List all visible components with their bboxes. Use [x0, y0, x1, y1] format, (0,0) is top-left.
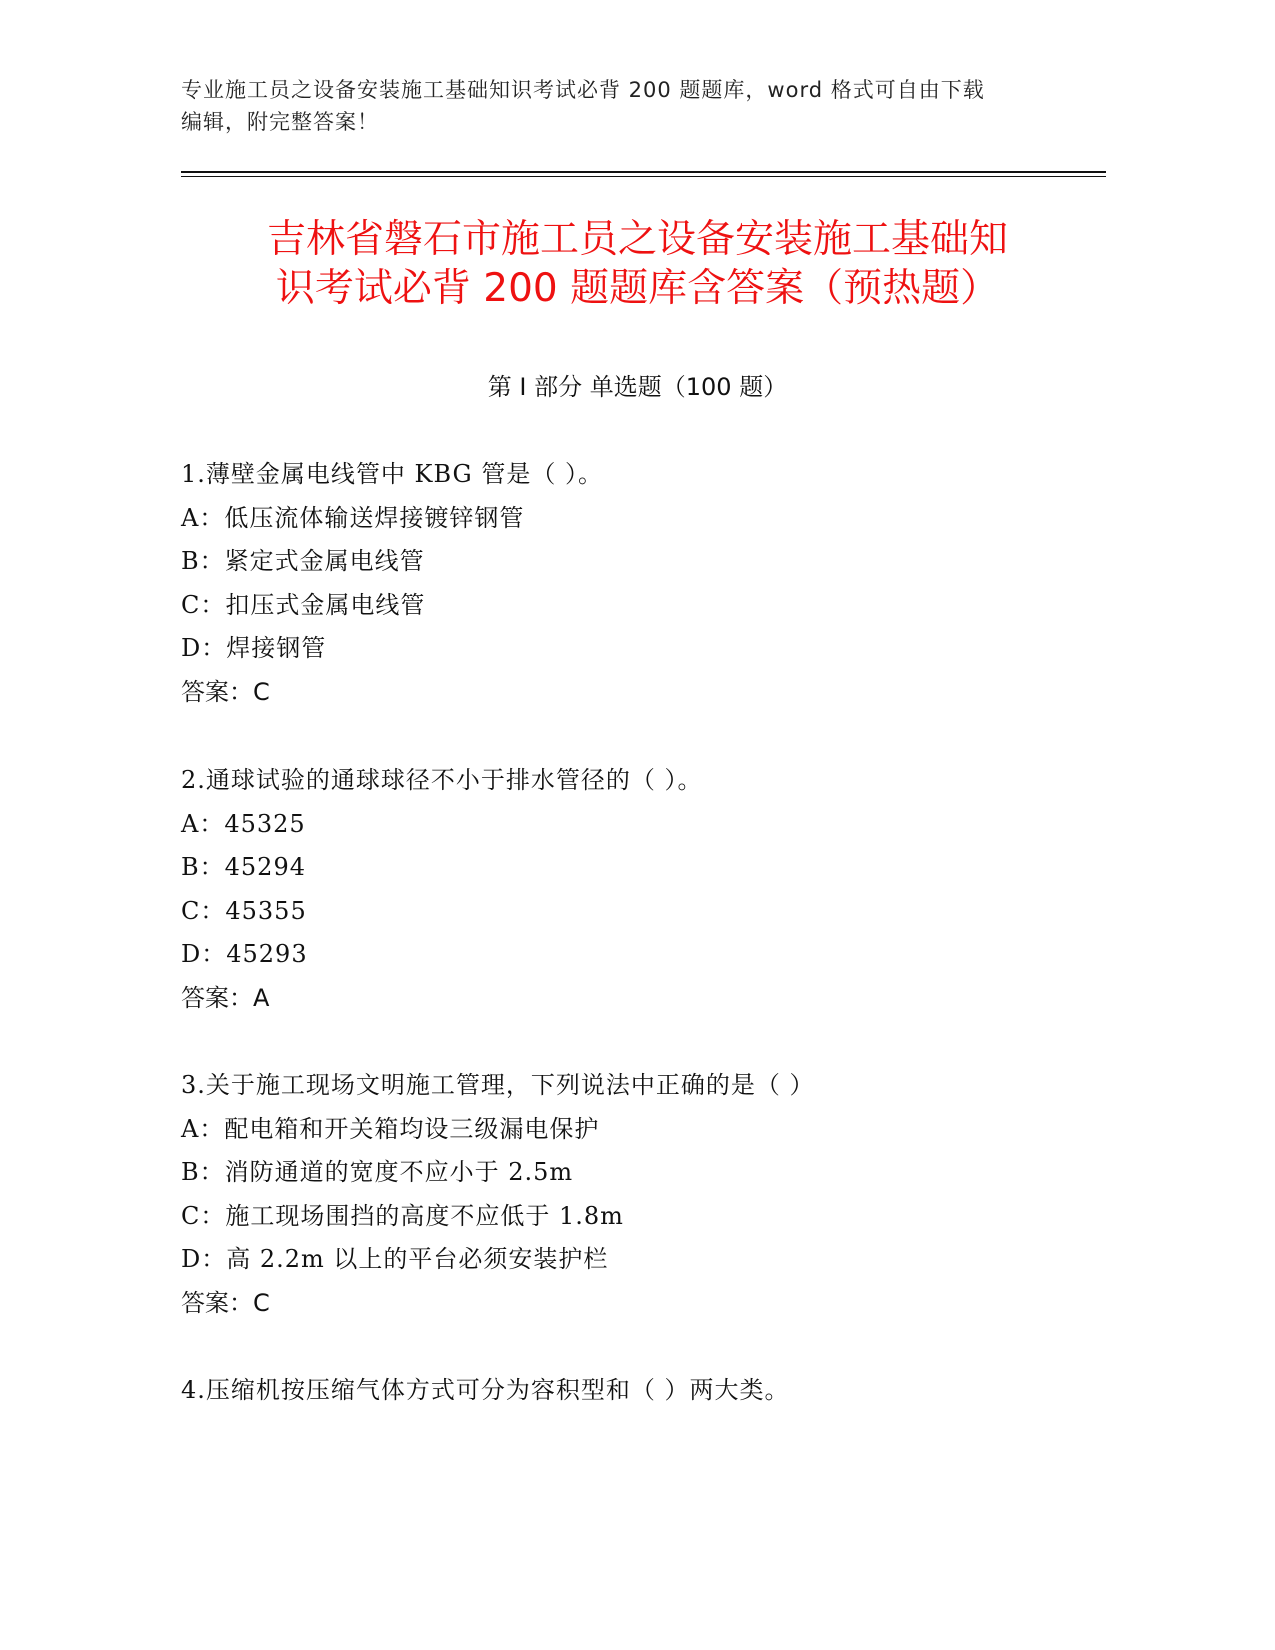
option-d: D：45293	[181, 940, 308, 969]
option-b: B：紧定式金属电线管	[181, 547, 425, 576]
option-b: B：消防通道的宽度不应小于 2.5m	[181, 1158, 574, 1187]
question-stem: 2.通球试验的通球球径不小于排水管径的（ ）。	[181, 766, 703, 794]
document-title-line-2: 识考试必背 200 题题库含答案（预热题）	[275, 266, 1000, 311]
option-d: D：高 2.2m 以上的平台必须安装护栏	[181, 1245, 609, 1274]
question-2	[181, 759, 1081, 1021]
header-divider-thick	[181, 171, 1106, 173]
header-note-line-2: 编辑，附完整答案！	[181, 110, 379, 134]
answer-line: 答案：C	[181, 677, 270, 706]
question-stem: 3.关于施工现场文明施工管理，下列说法中正确的是（ ）	[181, 1071, 815, 1099]
question-3	[181, 1064, 1081, 1326]
section-heading: 第 I 部分 单选题（100 题）	[487, 373, 788, 401]
question-4	[181, 1369, 1081, 1413]
option-b: B：45294	[181, 853, 306, 882]
option-a: A：45325	[181, 809, 306, 838]
document-title-line-1: 吉林省磐石市施工员之设备安装施工基础知	[266, 217, 1008, 262]
option-c: C：扣压式金属电线管	[181, 590, 426, 619]
header-divider-thin	[181, 176, 1106, 177]
question-stem: 4.压缩机按压缩气体方式可分为容积型和（ ）两大类。	[181, 1376, 790, 1404]
header-note	[181, 74, 1061, 138]
answer-line: 答案：A	[181, 983, 270, 1012]
option-d: D：焊接钢管	[181, 634, 327, 663]
answer-line: 答案：C	[181, 1288, 270, 1317]
header-note-line-1: 专业施工员之设备安装施工基础知识考试必背 200 题题库，word 格式可自由下载	[181, 78, 985, 102]
option-c: C：施工现场围挡的高度不应低于 1.8m	[181, 1201, 624, 1230]
question-stem: 1.薄壁金属电线管中 KBG 管是（ ）。	[181, 460, 603, 488]
question-1	[181, 453, 1081, 715]
option-a: A：配电箱和开关箱均设三级漏电保护	[181, 1114, 600, 1143]
option-c: C：45355	[181, 896, 307, 925]
document-title	[180, 215, 1095, 313]
option-a: A：低压流体输送焊接镀锌钢管	[181, 503, 525, 532]
